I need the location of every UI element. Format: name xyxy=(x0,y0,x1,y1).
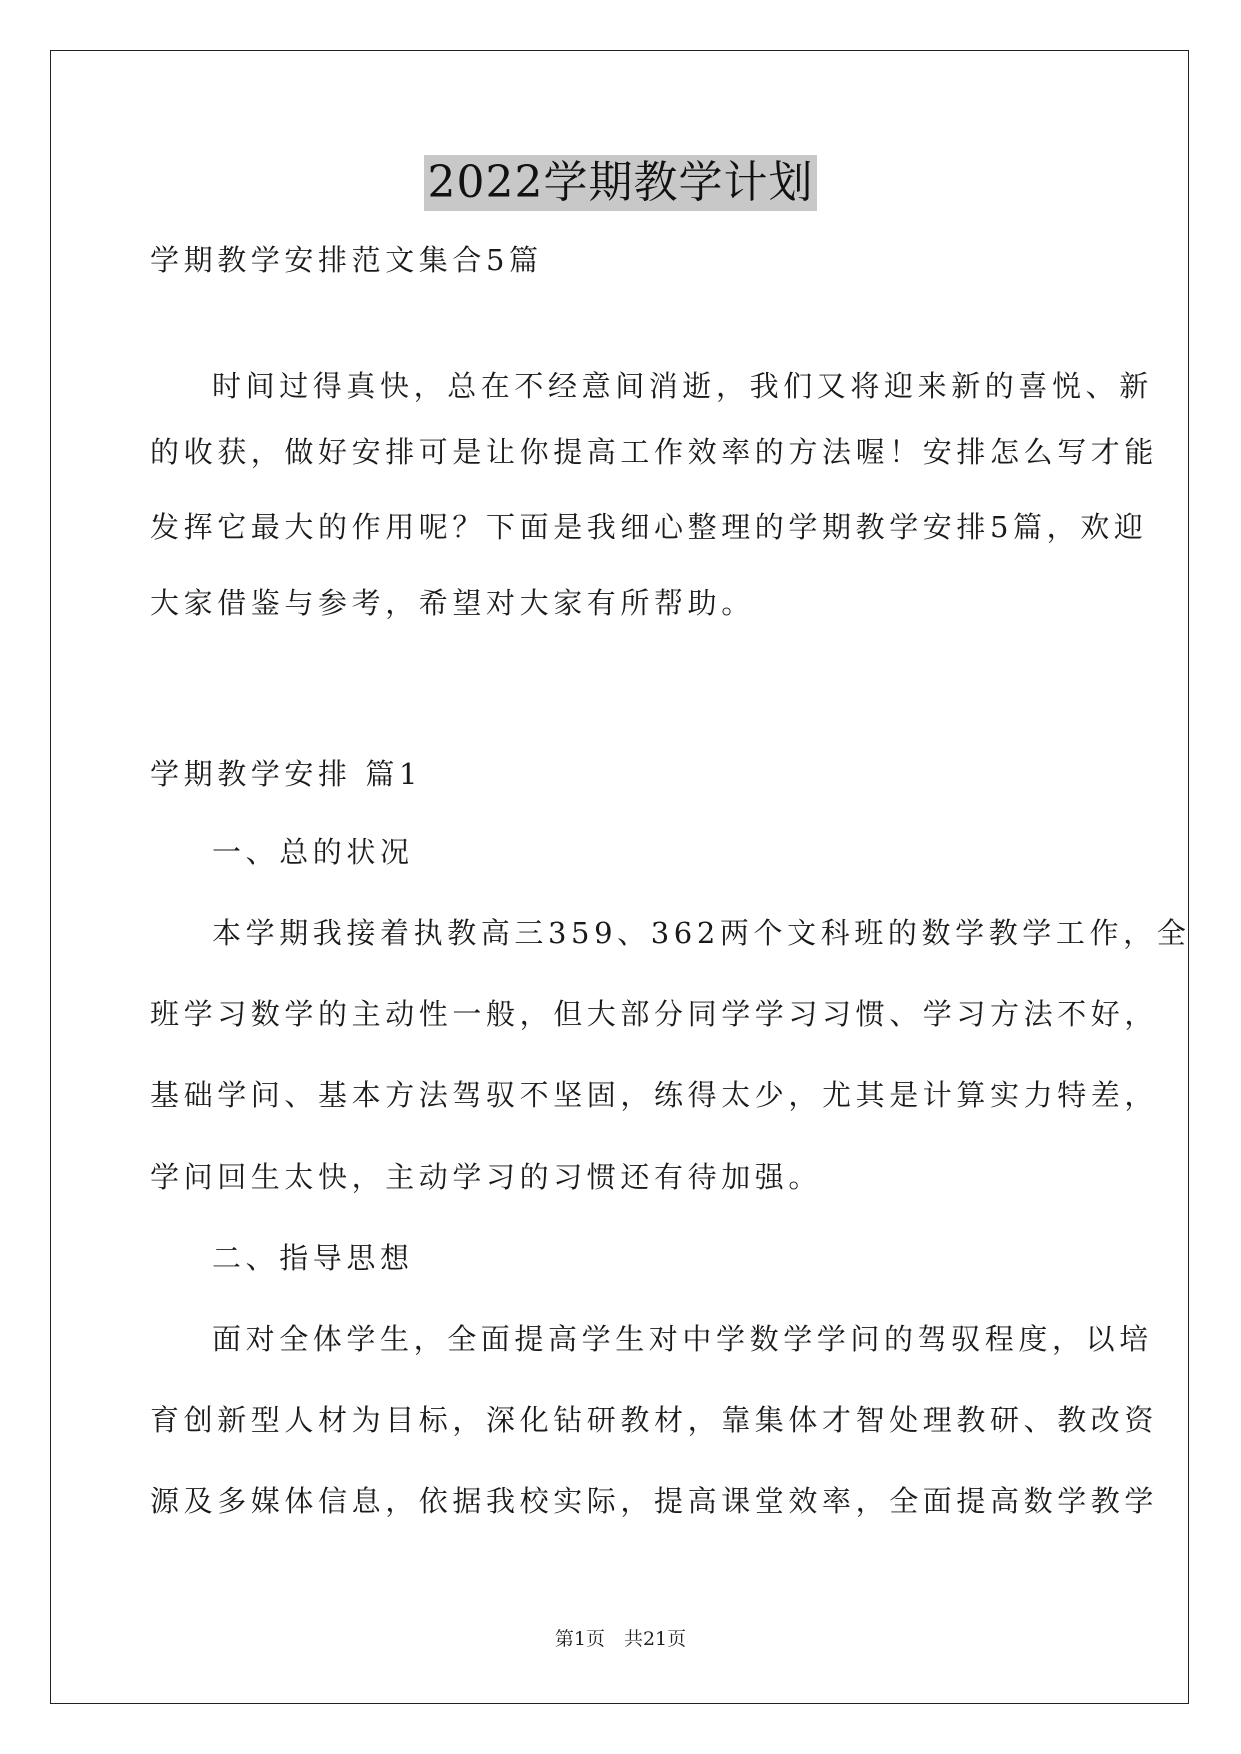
title-wrap xyxy=(0,155,1241,211)
document-title: 2022学期教学计划 xyxy=(424,155,818,211)
part1-line: 本学期我接着执教高三359、362两个文科班的数学教学工作，全 xyxy=(212,916,1191,950)
section-heading: 学期教学安排 篇1 xyxy=(150,757,423,791)
part1-line: 基础学问、基本方法驾驭不坚固，练得太少，尤其是计算实力特差， xyxy=(150,1078,1159,1112)
part2-heading: 二、指导思想 xyxy=(212,1241,414,1275)
intro-line: 大家借鉴与参考，希望对大家有所帮助。 xyxy=(150,586,755,620)
intro-line: 发挥它最大的作用呢？下面是我细心整理的学期教学安排5篇，欢迎 xyxy=(150,510,1148,544)
intro-line: 时间过得真快，总在不经意间消逝，我们又将迎来新的喜悦、新 xyxy=(212,369,1153,403)
part2-line: 育创新型人材为目标，深化钻研教材，靠集体才智处理教研、教改资 xyxy=(150,1403,1159,1437)
page-number: 第1页 共21页 xyxy=(554,1628,687,1650)
intro-line: 的收获，做好安排可是让你提高工作效率的方法喔！安排怎么写才能 xyxy=(150,435,1159,469)
part2-line: 面对全体学生，全面提高学生对中学数学学问的驾驭程度，以培 xyxy=(212,1322,1153,1356)
part2-line: 源及多媒体信息，依据我校实际，提高课堂效率，全面提高数学教学 xyxy=(150,1484,1159,1518)
part1-line: 班学习数学的主动性一般，但大部分同学学习习惯、学习方法不好， xyxy=(150,997,1159,1031)
page-border xyxy=(50,50,1189,1704)
part1-heading: 一、总的状况 xyxy=(212,835,414,869)
document-subtitle: 学期教学安排范文集合5篇 xyxy=(150,243,543,277)
part1-line: 学问回生太快，主动学习的习惯还有待加强。 xyxy=(150,1160,823,1194)
